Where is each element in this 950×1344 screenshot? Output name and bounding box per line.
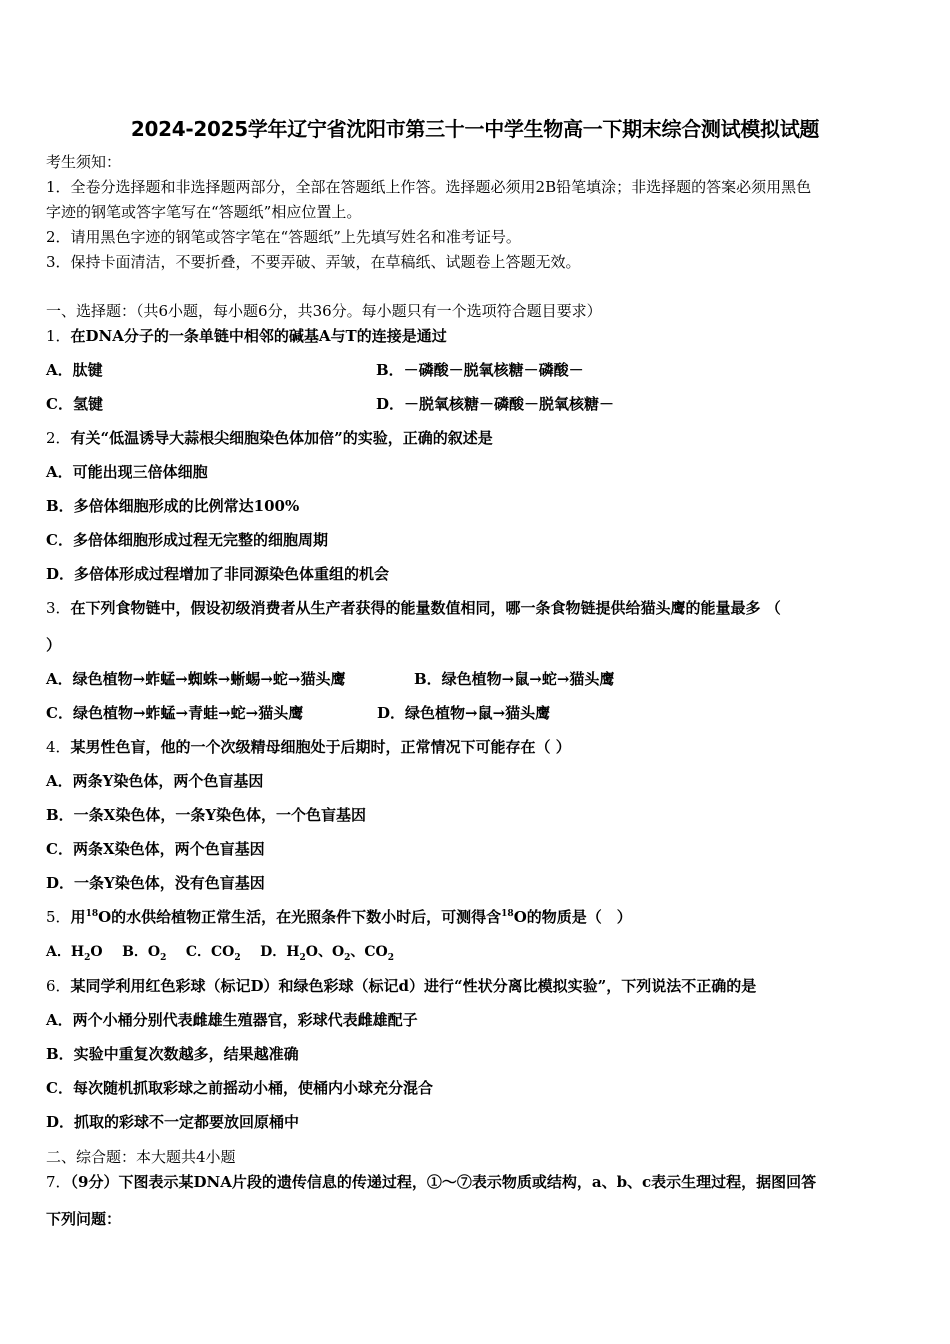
question-6 — [46, 976, 756, 996]
q1-option-c: C．氢键 — [46, 395, 103, 413]
q5-option-b: B．$O_2$ — [122, 944, 167, 963]
q4-option-a: A．两条Y染色体，两个色盲基因 — [46, 772, 264, 790]
q2-option-d: D．多倍体形成过程增加了非同源染色体重组的机会 — [46, 565, 390, 583]
q5-option-c: C．$CO_2$ — [185, 944, 241, 963]
question-7-line-2: 下列问题： — [46, 1210, 122, 1228]
question-number: 3． — [46, 599, 71, 617]
notice-item-1-line-1: 1．全卷分选择题和非选择题两部分，全部在答题纸上作答。选择题必须用2B铅笔填涂；非选择题的答案必须用黑色 — [46, 178, 812, 196]
q6-option-d: D．抓取的彩球不一定都要放回原桶中 — [46, 1113, 300, 1131]
question-stem: 用$^{18}$O的水供给植物正常生活，在光照条件下数小时后，可测得含$^{18}$O的物质是（ ） — [70, 908, 632, 926]
question-number: 7． — [46, 1173, 71, 1191]
q5-option-a: A．$H_2O$ — [46, 944, 103, 963]
question-stem: 在DNA分子的一条单链中相邻的碱基A与T的连接是通过 — [70, 327, 447, 345]
exam-title: 2024-2025学年辽宁省沈阳市第三十一中学生物高一下期末综合测试模拟试题 — [130, 117, 820, 141]
q1-option-a: A．肽键 — [46, 361, 103, 379]
question-stem: （9分）下图表示某DNA片段的遗传信息的传递过程，①～⑦表示物质或结构，a、b、c表示生理过程，据图回答 — [70, 1173, 817, 1191]
question-number: 6． — [46, 977, 71, 995]
question-1 — [46, 326, 447, 346]
q3-option-a: A．绿色植物→蚱蜢→蜘蛛→蜥蜴→蛇→猫头鹰 — [46, 670, 346, 688]
q3-option-d: D．绿色植物→鼠→猫头鹰 — [377, 704, 551, 722]
q6-option-c: C．每次随机抓取彩球之前摇动小桶，使桶内小球充分混合 — [46, 1079, 433, 1097]
q4-option-d: D．一条Y染色体，没有色盲基因 — [46, 874, 265, 892]
notice-item-1-line-2: 字迹的钢笔或答字笔写在“答题纸”相应位置上。 — [46, 203, 362, 221]
q3-option-c: C．绿色植物→蚱蜢→青蛙→蛇→猫头鹰 — [46, 704, 304, 722]
q5-option-d: D．$H_2O$、$O_2$、$CO_2$ — [260, 944, 395, 963]
question-7 — [46, 1172, 816, 1192]
q4-option-c: C．两条X染色体，两个色盲基因 — [46, 840, 265, 858]
notice-item-2: 2．请用黑色字迹的钢笔或答字笔在“答题纸”上先填写姓名和准考证号。 — [46, 228, 521, 246]
q1-option-b: B．－磷酸－脱氧核糖－磷酸－ — [376, 361, 584, 379]
question-3-stem-end: ） — [46, 636, 62, 654]
q4-option-b: B．一条X染色体，一条Y染色体，一个色盲基因 — [46, 806, 367, 824]
question-2 — [46, 428, 493, 448]
notice-heading: 考生须知： — [46, 153, 122, 171]
question-stem: 在下列食物链中，假设初级消费者从生产者获得的能量数值相同，哪一条食物链提供给猫头鹰的能量最多 （ — [70, 599, 781, 617]
question-number: 4． — [46, 738, 71, 756]
question-stem: 某男性色盲，他的一个次级精母细胞处于后期时，正常情况下可能存在（ ） — [70, 738, 571, 756]
q2-option-c: C．多倍体细胞形成过程无完整的细胞周期 — [46, 531, 328, 549]
question-stem: 有关“低温诱导大蒜根尖细胞染色体加倍”的实验，正确的叙述是 — [70, 429, 493, 447]
section-2-heading: 二、综合题：本大题共4小题 — [46, 1148, 236, 1166]
q1-option-d: D．－脱氧核糖－磷酸－脱氧核糖－ — [376, 395, 615, 413]
notice-item-3: 3．保持卡面清洁，不要折叠，不要弄破、弄皱，在草稿纸、试题卷上答题无效。 — [46, 253, 581, 271]
q5-options-row — [46, 942, 394, 962]
section-1-heading: 一、选择题：（共6小题，每小题6分，共36分。每小题只有一个选项符合题目要求） — [46, 302, 602, 320]
q3-option-b: B．绿色植物→鼠→蛇→猫头鹰 — [414, 670, 615, 688]
question-number: 1． — [46, 327, 71, 345]
question-stem: 某同学利用红色彩球（标记D）和绿色彩球（标记d）进行“性状分离比模拟实验”，下列说法不正确的是 — [70, 977, 757, 995]
question-number: 2． — [46, 429, 71, 447]
question-number: 5． — [46, 908, 71, 926]
question-4 — [46, 737, 571, 757]
q6-option-b: B．实验中重复次数越多，结果越准确 — [46, 1045, 299, 1063]
question-5 — [46, 907, 632, 927]
q2-option-b: B．多倍体细胞形成的比例常达100% — [46, 497, 300, 515]
q6-option-a: A．两个小桶分别代表雌雄生殖器官，彩球代表雌雄配子 — [46, 1011, 418, 1029]
q2-option-a: A．可能出现三倍体细胞 — [46, 463, 208, 481]
question-3 — [46, 598, 781, 618]
